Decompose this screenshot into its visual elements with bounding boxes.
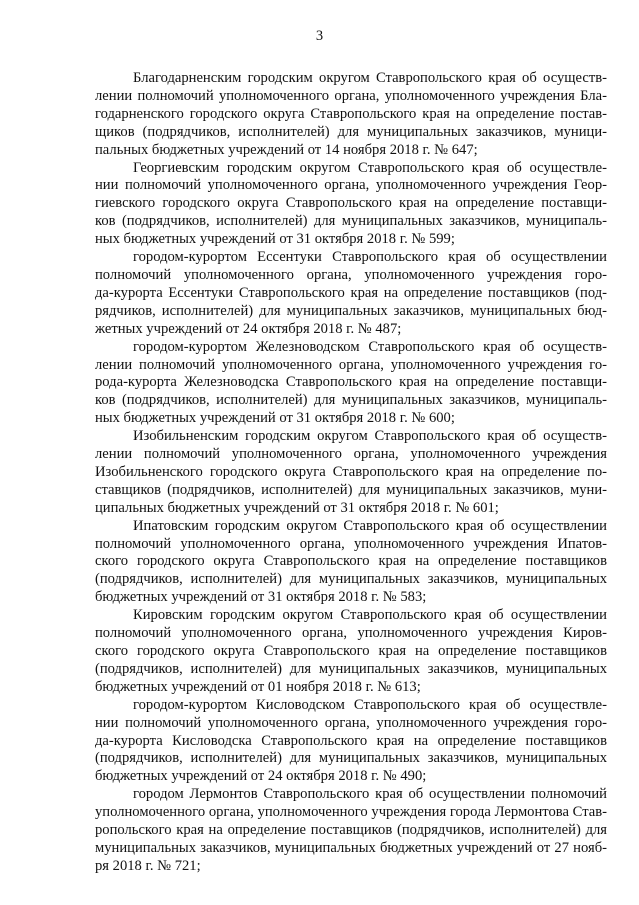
text-line: (подрядчиков, исполнителей) для муниципальных заказчиков, муниципальных [95, 750, 607, 767]
text-line: ского городского округа Ставропольского края на определение поставщиков [95, 553, 607, 570]
text-line: пальных бюджетных учреждений от 14 ноября 2018 г. № 647; [95, 141, 478, 158]
text-line: полномочий уполномоченного органа, уполномоченного учреждения горо- [95, 266, 607, 283]
text-line: (подрядчиков, исполнителей) для муниципальных заказчиков, муниципальных [95, 571, 607, 588]
text-line: Изобильненским городским округом Ставропольского края об осуществ- [133, 428, 607, 445]
paragraph [95, 607, 607, 697]
text-line: Изобильненского городского округа Ставропольского края на определение по- [95, 463, 607, 480]
text-line: да-курорта Кисловодска Ставропольского края на определение поставщиков [95, 732, 607, 749]
text-line: нии полномочий уполномоченного органа, уполномоченного учреждения Геор- [95, 177, 607, 194]
paragraph [95, 697, 607, 787]
text-line: (подрядчиков, исполнителей) для муниципальных заказчиков, муниципальных [95, 660, 607, 677]
text-line: полномочий уполномоченного органа, уполномоченного учреждения Киров- [95, 625, 607, 642]
text-line: городом-курортом Железноводском Ставропольского края об осуществ- [133, 338, 607, 355]
paragraph [95, 518, 607, 608]
text-line: лении полномочий уполномоченного органа, уполномоченного учреждения Бла- [95, 87, 607, 104]
text-line: жетных учреждений от 24 октября 2018 г. № 487; [95, 320, 402, 337]
text-line: ков (подрядчиков, исполнителей) для муниципальных заказчиков, муниципаль- [95, 392, 607, 409]
page-number: 3 [315, 28, 324, 44]
text-line: ных бюджетных учреждений от 31 октября 2018 г. № 599; [95, 231, 455, 248]
text-line: уполномоченного органа, уполномоченного учреждения города Лермонтова Став- [95, 804, 607, 821]
text-line: ря 2018 г. № 721; [95, 857, 201, 874]
text-line: рода-курорта Железноводска Ставропольского края на определение поставщи- [95, 374, 607, 391]
text-line: полномочий уполномоченного органа, уполномоченного учреждения Ипатов- [95, 535, 607, 552]
paragraph [95, 786, 607, 876]
text-line: ципальных бюджетных учреждений от 31 октября 2018 г. № 601; [95, 499, 499, 516]
text-line: гиевского городского округа Ставропольского края на определение поставщи- [95, 195, 607, 212]
text-line: ропольского края на определение поставщиков (подрядчиков, исполнителей) для [95, 822, 607, 839]
text-line: ского городского округа Ставропольского края на определение поставщиков [95, 643, 607, 659]
text-line: ных бюджетных учреждений от 31 октября 2018 г. № 600; [95, 410, 455, 427]
text-line: городом Лермонтов Ставропольского края об осуществлении полномочий [133, 786, 607, 803]
text-line: городом-курортом Кисловодском Ставропольского края об осуществле- [133, 696, 607, 713]
paragraph [95, 339, 607, 429]
text-line: муниципальных заказчиков, муниципальных бюджетных учреждений от 27 нояб- [95, 839, 607, 856]
text-line: Благодарненским городским округом Ставропольского края об осуществ- [133, 70, 607, 86]
text-line: щиков (подрядчиков, исполнителей) для муниципальных заказчиков, муници- [95, 123, 607, 140]
paragraph [95, 70, 607, 160]
text-line: бюджетных учреждений от 24 октября 2018 г. № 490; [95, 768, 427, 785]
text-line: бюджетных учреждений от 31 октября 2018 г. № 583; [95, 589, 427, 606]
text-line: бюджетных учреждений от 01 ноября 2018 г. № 613; [95, 678, 421, 695]
text-line: ков (подрядчиков, исполнителей) для муниципальных заказчиков, муниципаль- [95, 213, 607, 230]
paragraph [95, 249, 607, 339]
text-line: нии полномочий уполномоченного органа, уполномоченного учреждения горо- [95, 714, 607, 731]
text-line: Ипатовским городским округом Ставропольского края об осуществлении [133, 517, 607, 534]
text-line: годарненского городского округа Ставропольского края на определение постав- [95, 105, 607, 122]
text-line: лении полномочий уполномоченного органа, уполномоченного учреждения [95, 446, 607, 463]
document-body [95, 70, 607, 876]
paragraph [95, 160, 607, 250]
text-line: городом-курортом Ессентуки Ставропольского края об осуществлении [133, 249, 607, 266]
text-line: Кировским городским округом Ставропольского края об осуществлении [133, 607, 607, 624]
paragraph [95, 428, 607, 518]
text-line: Георгиевским городским округом Ставропольского края об осуществле- [133, 159, 607, 176]
text-line: ставщиков (подрядчиков, исполнителей) для муниципальных заказчиков, муни- [95, 481, 607, 498]
text-line: да-курорта Ессентуки Ставропольского края на определение поставщиков (под- [95, 284, 607, 301]
text-line: лении полномочий уполномоченного органа, уполномоченного учреждения го- [95, 356, 607, 373]
text-line: рядчиков, исполнителей) для муниципальных заказчиков, муниципальных бюд- [95, 302, 607, 319]
